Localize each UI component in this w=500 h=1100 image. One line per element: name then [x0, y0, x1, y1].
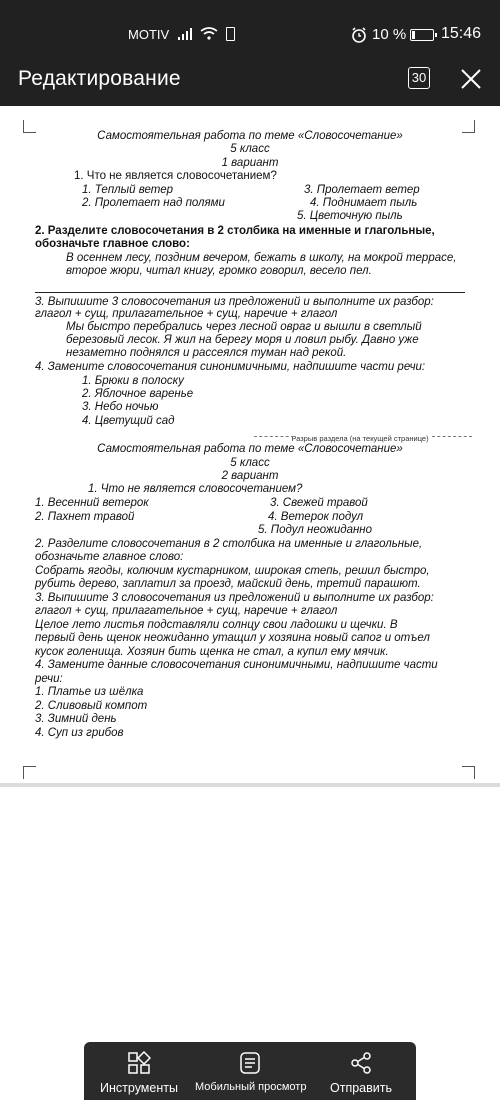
doc-variant: 2 вариант — [221, 470, 279, 482]
question-4: 4. Замените данные словосочетания синонимичными, надпишите части — [35, 659, 438, 671]
list-item: 2. Сливовый компот — [35, 700, 148, 712]
list-item: 2. Яблочное варенье — [82, 388, 194, 400]
clock: 15:46 — [441, 25, 482, 42]
close-icon[interactable] — [460, 68, 482, 90]
list-item: 1. Брюки в полоску — [82, 375, 184, 387]
exercise-text: незаметно поднялся и рассеялся туман над рекой. — [66, 347, 347, 359]
share-icon — [349, 1051, 373, 1075]
question-3: 3. Выпишите 3 словосочетания из предложений и выполните их разбор: — [35, 592, 434, 604]
list-item: 4. Суп из грибов — [35, 727, 124, 739]
signal-icon — [178, 28, 194, 40]
page-count-button[interactable]: 30 — [408, 67, 430, 89]
question-3: 3. Выпишите 3 словосочетания из предложений и выполните их разбор: — [35, 296, 434, 308]
carrier-label: MOTIV — [128, 27, 170, 42]
mobile-view-button[interactable] — [194, 1042, 306, 1100]
answer-option: 2. Пахнет травой — [35, 511, 135, 523]
question-4: 4. Замените словосочетания синонимичными, надпишите части речи: — [35, 361, 426, 373]
answer-option: 4. Ветерок подул — [268, 511, 364, 523]
question-1: 1. Что не является словосочетанием? — [88, 483, 303, 495]
tools-icon — [127, 1051, 151, 1075]
send-button[interactable] — [306, 1042, 416, 1100]
exercise-text: Собрать ягоды, колючим кустарником, широкая степь, решил быстро, — [35, 565, 430, 577]
exercise-text: березовый лесок. Я жил на берегу моря и ловил рыбу. Давно уже — [66, 334, 419, 346]
exercise-text: кусок голенища. Хозяин бить щенка не стал, а купил ему мячик. — [35, 646, 389, 658]
doc-variant: 1 вариант — [221, 157, 279, 169]
doc-title: Самостоятельная работа по теме «Словосочетание» — [97, 443, 403, 455]
exercise-text: В осеннем лесу, поздним вечером, бежать в школу, на мокрой террасе, — [66, 252, 457, 264]
tools-label: Инструменты — [100, 1081, 178, 1095]
wifi-icon — [200, 27, 218, 40]
list-item: 4. Цветущий сад — [82, 415, 175, 427]
question-1: 1. Что не является словосочетанием? — [74, 170, 277, 182]
question-2: 2. Разделите словосочетания в 2 столбика на именные и глагольные, — [35, 225, 435, 237]
alarm-icon — [351, 27, 367, 43]
answer-option: 1. Весенний ветерок — [35, 497, 149, 509]
question-2: 2. Разделите словосочетания в 2 столбика на именные и глагольные, — [35, 538, 423, 550]
section-break: Разрыв раздела (на текущей странице) — [254, 432, 466, 441]
margin-mark — [462, 766, 475, 779]
question-3-types: глагол + сущ, прилагательное + сущ, наречие + глагол — [35, 605, 338, 617]
answer-option: 1. Теплый ветер — [82, 184, 174, 196]
answer-option: 5. Цветочную пыль — [297, 210, 403, 222]
exercise-text: Целое лето листья подставляли солнцу свои ладошки и щечки. В — [35, 619, 398, 631]
mobile-view-label: Мобильный просмотр — [195, 1081, 307, 1093]
list-item: 3. Зимний день — [35, 713, 117, 725]
question-2-cont: обозначьте главное слово: — [35, 551, 184, 563]
margin-mark — [23, 766, 36, 779]
doc-title: Самостоятельная работа по теме «Словосочетание» — [97, 130, 403, 142]
question-3-types: глагол + сущ, прилагательное + сущ, наречие + глагол — [35, 308, 338, 320]
exercise-text: Мы быстро перебрались через лесной овраг и вышли в светлый — [66, 321, 422, 333]
mobile-view-icon — [238, 1051, 262, 1075]
question-4-cont: речи: — [35, 673, 63, 685]
screen-title: Редактирование — [18, 67, 181, 90]
answer-option: 3. Свежей травой — [270, 497, 368, 509]
battery-icon — [410, 29, 434, 41]
tools-button[interactable] — [84, 1042, 194, 1100]
list-item: 1. Платье из шёлка — [35, 686, 144, 698]
exercise-text: второе жюри, читал книгу, громко говорил, весело пел. — [66, 265, 372, 277]
answer-option: 5. Подул неожиданно — [258, 524, 373, 536]
answer-option: 4. Поднимает пыль — [310, 197, 418, 209]
doc-grade: 5 класс — [230, 143, 270, 155]
answer-option: 3. Пролетает ветер — [304, 184, 420, 196]
bottom-toolbar — [84, 1042, 416, 1100]
answer-option: 2. Пролетает над полями — [82, 197, 225, 209]
app-bar — [0, 52, 500, 106]
divider — [35, 292, 465, 293]
exercise-text: рубить дерево, заплатил за проезд, майский день, третий парашют. — [35, 578, 421, 590]
list-item: 3. Небо ночью — [82, 401, 159, 413]
doc-grade: 5 класс — [230, 457, 270, 469]
battery-saver-icon — [226, 27, 235, 41]
send-label: Отправить — [330, 1081, 392, 1095]
battery-percent: 10 % — [372, 26, 407, 43]
question-2-cont: обозначьте главное слово: — [35, 238, 190, 250]
status-bar — [0, 0, 500, 52]
exercise-text: первый день щенок неожиданно утащил у хозяина новый сапог и отъел — [35, 632, 430, 644]
